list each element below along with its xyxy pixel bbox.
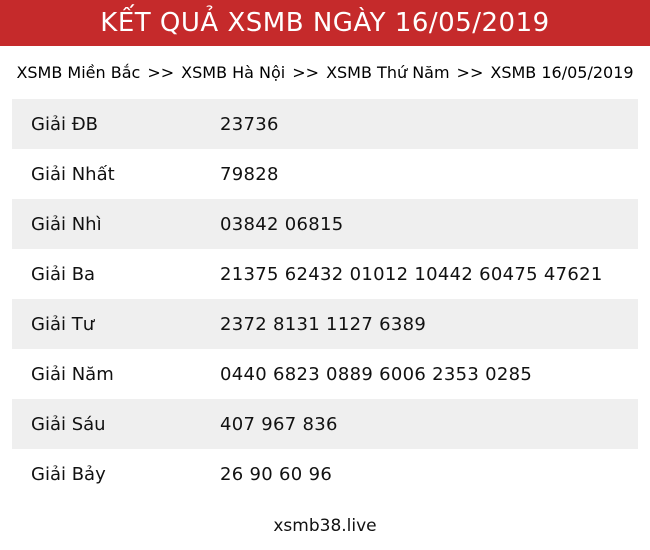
prize-label: Giải Nhất — [31, 163, 115, 185]
site-name-link[interactable]: xsmb38.live — [273, 516, 377, 536]
prize-numbers: 23736 — [220, 113, 279, 135]
breadcrumb-item-weekday[interactable]: XSMB Thứ Năm — [326, 63, 450, 82]
table-row-second-prize — [12, 199, 638, 249]
breadcrumb-item-province[interactable]: XSMB Hà Nội — [181, 63, 286, 82]
breadcrumb-item-region[interactable]: XSMB Miền Bắc — [16, 63, 141, 82]
page-header — [0, 0, 650, 46]
table-row-seventh-prize — [12, 449, 638, 499]
prize-label: Giải Ba — [31, 263, 96, 285]
prize-label: Giải ĐB — [31, 113, 98, 135]
page-title: KẾT QUẢ XSMB NGÀY 16/05/2019 — [100, 8, 550, 38]
prize-numbers: 407 967 836 — [220, 413, 338, 435]
prize-numbers: 21375 62432 01012 10442 60475 47621 — [220, 263, 603, 285]
prize-numbers: 79828 — [220, 163, 279, 185]
prize-label: Giải Bảy — [31, 463, 106, 485]
page-footer — [0, 516, 650, 536]
breadcrumb-separator: >> — [456, 63, 484, 82]
breadcrumb-item-date[interactable]: XSMB 16/05/2019 — [490, 63, 634, 82]
prize-label: Giải Năm — [31, 363, 114, 385]
breadcrumb — [0, 46, 650, 99]
table-row-fifth-prize — [12, 349, 638, 399]
table-row-first-prize — [12, 149, 638, 199]
table-row-sixth-prize — [12, 399, 638, 449]
prize-numbers: 26 90 60 96 — [220, 463, 333, 485]
breadcrumb-separator: >> — [147, 63, 175, 82]
lottery-results-table — [12, 99, 638, 499]
prize-numbers: 2372 8131 1127 6389 — [220, 313, 427, 335]
prize-label: Giải Tư — [31, 313, 95, 335]
breadcrumb-separator: >> — [292, 63, 320, 82]
prize-label: Giải Nhì — [31, 213, 102, 235]
prize-label: Giải Sáu — [31, 413, 106, 435]
table-row-third-prize — [12, 249, 638, 299]
prize-numbers: 03842 06815 — [220, 213, 344, 235]
table-row-fourth-prize — [12, 299, 638, 349]
table-row-special-prize — [12, 99, 638, 149]
prize-numbers: 0440 6823 0889 6006 2353 0285 — [220, 363, 533, 385]
